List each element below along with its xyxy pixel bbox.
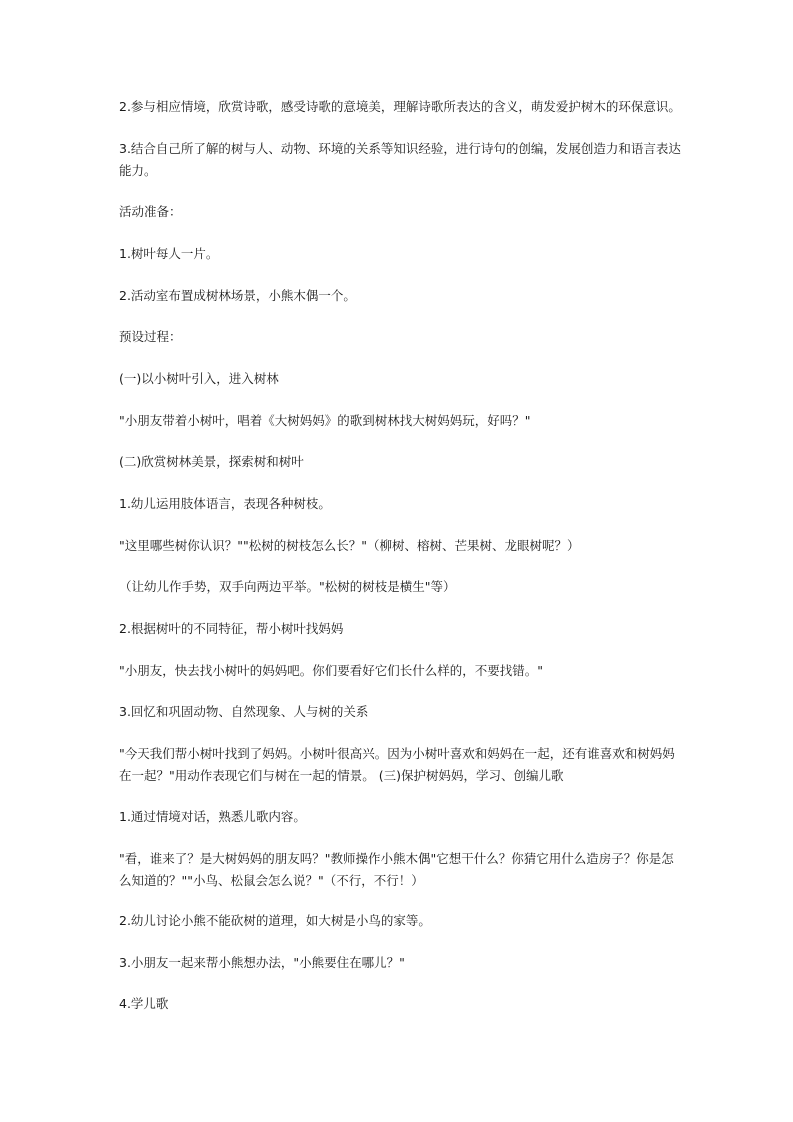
- quote-paragraph: "这里哪些树你认识？""松树的树枝怎么长？"（柳树、榕树、芒果树、龙眼树呢？）: [119, 538, 580, 553]
- paragraph-goal-3: 3.结合自己所了解的树与人、动物、环境的关系等知识经验，进行诗句的创编，发展创造力和语言表达能力。: [119, 141, 681, 178]
- heading-preparation: 活动准备：: [119, 204, 182, 219]
- paragraph-step-4: 1.通过情境对话，熟悉儿歌内容。: [119, 809, 306, 824]
- section-heading-2: (二)欣赏树林美景，探索树和树叶: [119, 454, 304, 469]
- paragraph-prep-1: 1.树叶每人一片。: [119, 246, 219, 261]
- paragraph-prep-2: 2.活动室布置成树林场景，小熊木偶一个。: [119, 288, 356, 303]
- quote-paragraph: "今天我们帮小树叶找到了妈妈。小树叶很高兴。因为小树叶喜欢和妈妈在一起，还有谁喜欢和树妈妈在一起？"用动作表现它们与树在一起的情景。 (三)保护树妈妈，学习、创编儿歌: [119, 746, 675, 783]
- paragraph-note: （让幼儿作手势，双手向两边平举。"松树的树枝是横生"等）: [119, 579, 456, 594]
- quote-paragraph: "小朋友，快去找小树叶的妈妈吧。你们要看好它们长什么样的，不要找错。": [119, 663, 544, 678]
- quote-paragraph: "小朋友带着小树叶，唱着《大树妈妈》的歌到树林找大树妈妈玩，好吗？": [119, 413, 531, 428]
- paragraph-step-3: 3.回忆和巩固动物、自然现象、人与树的关系: [119, 704, 369, 719]
- paragraph-step-7: 4.学儿歌: [119, 996, 169, 1011]
- paragraph-step-6: 3.小朋友一起来帮小熊想办法，"小熊要住在哪儿？": [119, 955, 405, 970]
- quote-paragraph: "看，谁来了？是大树妈妈的朋友吗？"教师操作小熊木偶"它想干什么？你猜它用什么造房子？你是怎么知道的？""小鸟、松鼠会怎么说？"（不行，不行！）: [119, 851, 674, 888]
- paragraph-step-2: 2.根据树叶的不同特征，帮小树叶找妈妈: [119, 621, 344, 636]
- section-heading-1: (一)以小树叶引入，进入树林: [119, 371, 279, 386]
- paragraph-step-1: 1.幼儿运用肢体语言，表现各种树枝。: [119, 496, 331, 511]
- paragraph-goal-2: 2.参与相应情境，欣赏诗歌，感受诗歌的意境美，理解诗歌所表达的含义，萌发爱护树木的环保意识。: [119, 99, 681, 114]
- heading-process: 预设过程：: [119, 329, 182, 344]
- paragraph-step-5: 2.幼儿讨论小熊不能砍树的道理，如大树是小鸟的家等。: [119, 913, 431, 928]
